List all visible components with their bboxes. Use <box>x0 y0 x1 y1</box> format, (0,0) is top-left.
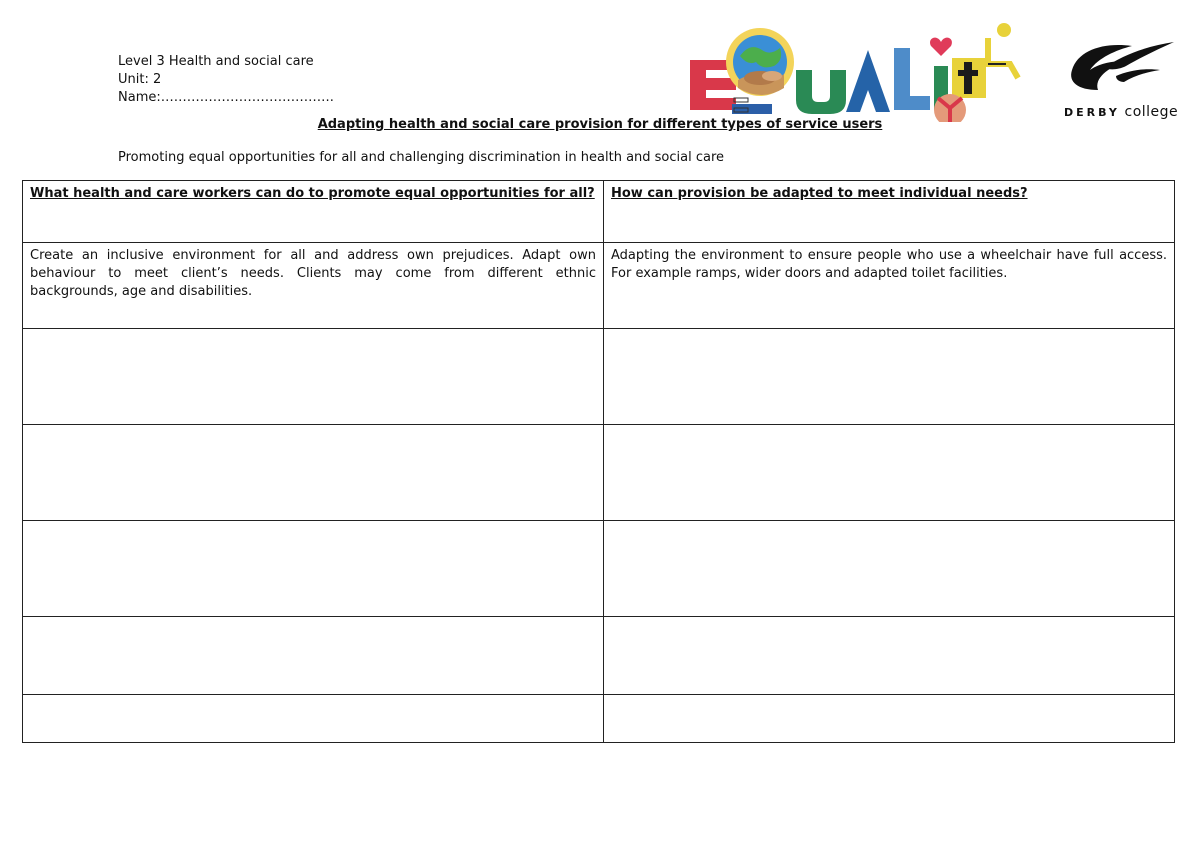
table-cell[interactable] <box>604 695 1175 743</box>
table-cell[interactable] <box>604 425 1175 521</box>
student-name-field[interactable]: Name:…………………………………. <box>118 90 334 105</box>
page-title: Adapting health and social care provision for different types of service users <box>317 117 883 132</box>
column-header: What health and care workers can do to promote equal opportunities for all? <box>23 181 604 243</box>
table-cell[interactable] <box>604 521 1175 617</box>
table-cell[interactable]: Create an inclusive environment for all and address own prejudices. Adapt own behaviour to meet client’s needs. Clients may come from different ethnic backgrounds, age and disabilities. <box>23 243 604 329</box>
table-row <box>23 695 1175 743</box>
table-cell[interactable] <box>23 329 604 425</box>
derby-college-logo <box>1064 40 1179 122</box>
table-cell[interactable] <box>604 617 1175 695</box>
unit-number: Unit: 2 <box>118 72 162 87</box>
table-cell[interactable] <box>23 617 604 695</box>
table-header-row <box>23 181 1175 243</box>
table-cell[interactable] <box>23 425 604 521</box>
page-subtitle: Promoting equal opportunities for all and challenging discrimination in health and social care <box>118 150 725 165</box>
college-wordmark: DERBY college <box>1064 104 1179 120</box>
table-cell[interactable] <box>23 521 604 617</box>
document-header <box>118 53 334 107</box>
table-cell[interactable]: Adapting the environment to ensure people who use a wheelchair have full access. For example ramps, wider doors and adapted toilet facilities. <box>604 243 1175 329</box>
worksheet-table <box>22 180 1175 743</box>
table-cell[interactable] <box>604 329 1175 425</box>
table-row <box>23 521 1175 617</box>
table-row <box>23 243 1175 329</box>
course-level: Level 3 Health and social care <box>118 54 314 69</box>
equality-logo <box>688 18 1024 122</box>
table-row <box>23 329 1175 425</box>
table-cell[interactable] <box>23 695 604 743</box>
table-row <box>23 617 1175 695</box>
swoosh-icon <box>1064 40 1176 98</box>
table-row <box>23 425 1175 521</box>
column-header: How can provision be adapted to meet individual needs? <box>604 181 1175 243</box>
